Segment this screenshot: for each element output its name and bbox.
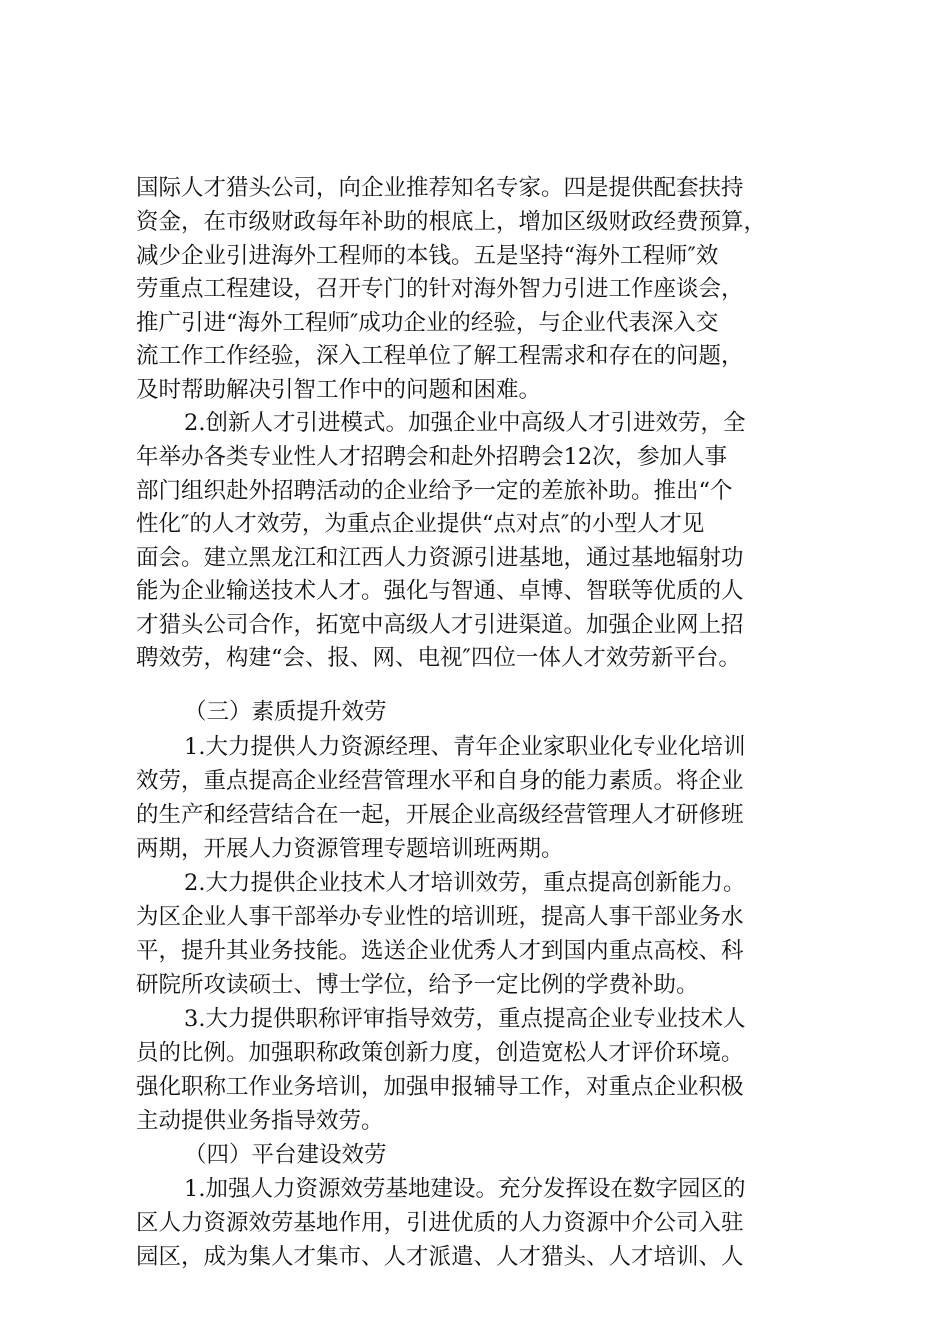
text-line-3: 减少企业引进海外工程师的本钱。五是坚持“海外工程师″效 (136, 243, 719, 269)
text-line-5: 推广引进“海外工程师″成功企业的经验，与企业代表深入交 (136, 310, 719, 336)
text-line-1: 国际人才猎头公司，向企业推荐知名专家。四是提供配套扶持 (136, 175, 744, 201)
text-line-8: 2.创新人才引进模式。加强企业中高级人才引进效劳，全 (184, 410, 746, 436)
text-line-27: 强化职称工作业务培训，加强申报辅导工作，对重点企业积极 (136, 1074, 744, 1100)
section-heading-4: （四）平台建设效劳 (184, 1142, 387, 1168)
text-line-7: 及时帮助解决引智工作中的问题和困难。 (136, 377, 542, 403)
text-line-15: 聘效劳，构建“会、报、网、电视″四位一体人才效劳新平台。 (136, 645, 741, 671)
text-line-32: 园区，成为集人才集市、人才派遣、人才猎头、人才培训、人 (136, 1244, 744, 1270)
text-line-21: 2.大力提供企业技术人才培训效劳，重点提高创新能力。 (184, 870, 746, 896)
text-line-4: 劳重点工程建设，召开专门的针对海外智力引进工作座谈会， (136, 276, 744, 302)
text-line-18: 效劳，重点提高企业经营管理水平和自身的能力素质。将企业 (136, 768, 744, 794)
text-line-9: 年举办各类专业性人才招聘会和赴外招聘会12次，参加人事 (136, 444, 728, 470)
text-line-22: 为区企业人事干部举办专业性的培训班，提高人事干部业务水 (136, 904, 744, 930)
text-line-12: 面会。建立黑龙江和江西人力资源引进基地，通过基地辐射功 (136, 545, 744, 571)
text-line-30: 1.加强人力资源效劳基地建设。充分发挥设在数字园区的 (184, 1176, 746, 1202)
section-heading-3: （三）素质提升效劳 (184, 699, 387, 725)
text-line-11: 性化″的人才效劳，为重点企业提供“点对点″的小型人才见 (136, 511, 705, 537)
text-line-20: 两期，开展人力资源管理专题培训班两期。 (136, 836, 564, 862)
text-line-17: 1.大力提供人力资源经理、青年企业家职业化专业化培训 (184, 734, 746, 760)
text-line-14: 才猎头公司合作，拓宽中高级人才引进渠道。加强企业网上招 (136, 612, 744, 638)
text-line-28: 主动提供业务指导效劳。 (136, 1108, 384, 1134)
text-line-10: 部门组织赴外招聘活动的企业给予一定的差旅补助。推出“个 (136, 478, 733, 504)
text-line-24: 研院所攻读硕士、博士学位，给予一定比例的学费补助。 (136, 972, 699, 998)
text-line-6: 流工作工作经验，深入工程单位了解工程需求和存在的问题， (136, 343, 744, 369)
text-line-2: 资金，在市级财政每年补助的根底上，增加区级财政经费预算， (136, 209, 767, 235)
text-line-19: 的生产和经营结合在一起，开展企业高级经营管理人才研修班 (136, 802, 744, 828)
text-line-26: 员的比例。加强职称政策创新力度，创造宽松人才评价环境。 (136, 1040, 744, 1066)
text-line-13: 能为企业输送技术人才。强化与智通、卓博、智联等优质的人 (136, 578, 744, 604)
text-line-31: 区人力资源效劳基地作用，引进优质的人力资源中介公司入驻 (136, 1210, 744, 1236)
text-line-23: 平，提升其业务技能。选送企业优秀人才到国内重点高校、科 (136, 938, 744, 964)
text-line-25: 3.大力提供职称评审指导效劳，重点提高企业专业技术人 (184, 1006, 746, 1032)
